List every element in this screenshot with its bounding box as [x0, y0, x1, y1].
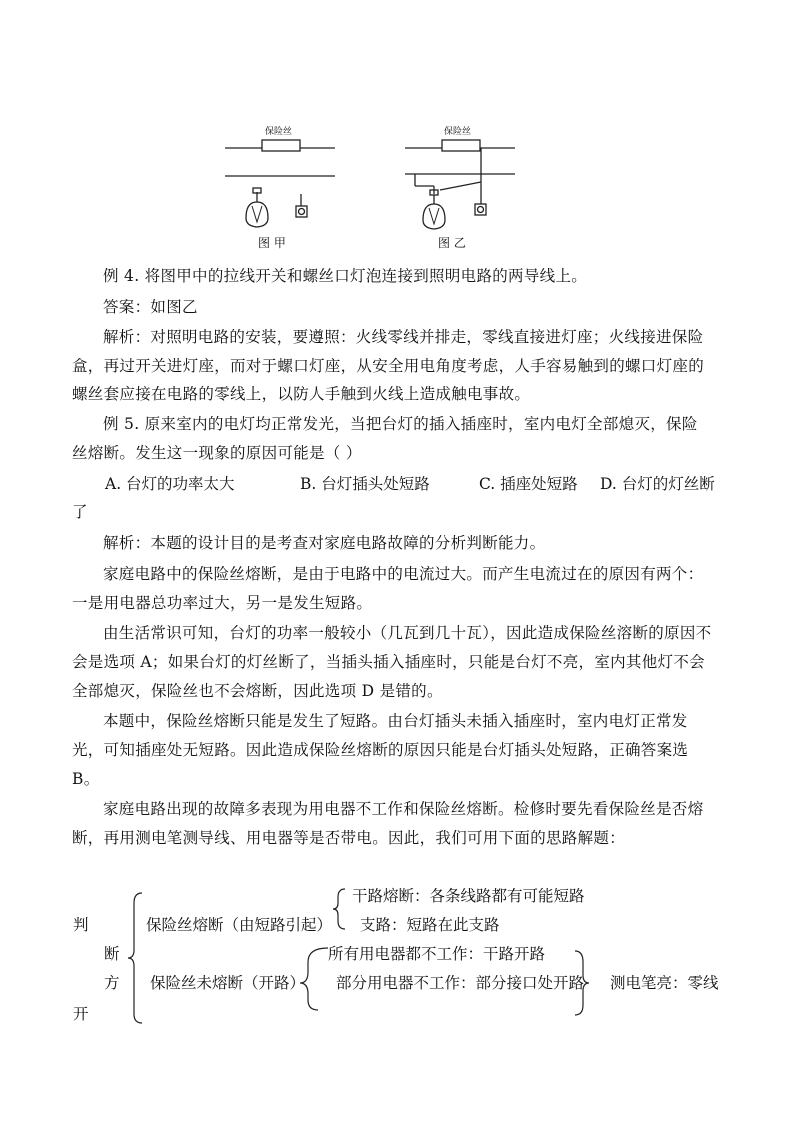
tree-blown-branch: 支路：短路在此支路 [360, 916, 500, 934]
example4-analysis-line: 解析：对照明电路的安装，要遵照：火线零线并排走，零线直接进灯座；火线接进保险 [103, 328, 704, 346]
option-d: D. 台灯的灯丝断 [600, 475, 715, 493]
option-c: C. 插座处短路 [479, 475, 578, 493]
option-a: A. 台灯的功率太大 [105, 475, 235, 493]
tree-not-blown: 保险丝未熔断（开路） [150, 974, 306, 992]
paragraph-line: 本题中，保险丝熔断只能是发生了短路。由台灯插头未插入插座时，室内电灯正常发 [103, 712, 688, 730]
fuse-label-b: 保险丝 [444, 127, 472, 137]
example5-question: 例 5. 原来室内的电灯均正常发光，当把台灯的插入插座时，室内电灯全部熄灭，保险 [103, 415, 698, 433]
tree-side-char: 方 [104, 974, 120, 992]
paragraph-line: 家庭电路出现的故障多表现为用电器不工作和保险丝熔断。检修时要先看保险丝是否熔 [103, 800, 704, 818]
paragraph-line: 断，再用测电笔测导线、用电器等是否带电。因此，我们可用下面的思路解题： [72, 829, 626, 847]
paragraph-line: 家庭电路中的保险丝熔断，是由于电路中的电流过大。而产生电流过在的原因有两个： [103, 565, 704, 583]
example5-question: 丝熔断。发生这一现象的原因可能是（ ） [72, 444, 362, 462]
figure-caption-a: 图 甲 [258, 236, 286, 250]
option-d-continued: 了 [72, 503, 88, 521]
tree-side-char: 开 [73, 1005, 89, 1023]
example5-analysis: 解析：本题的设计目的是考查对家庭电路故障的分析判断能力。 [103, 534, 546, 552]
paragraph-line: 会是选项 A；如果台灯的灯丝断了，当插头插入插座时，只能是台灯不亮，室内其他灯不会 [72, 653, 705, 671]
tree-blown: 保险丝熔断（由短路引起） [146, 916, 333, 934]
paragraph-line: 一是用电器总功率过大，另一是发生短路。 [72, 594, 373, 612]
paragraph-line: B。 [72, 770, 100, 788]
example4-question: 例 4. 将图甲中的拉线开关和螺丝口灯泡连接到照明电路的两导线上。 [103, 267, 588, 285]
tree-side-char: 断 [104, 945, 120, 963]
tree-not-blown-all: 所有用电器都不工作：干路开路 [328, 945, 546, 963]
paragraph-line: 由生活常识可知，台灯的功率一般较小（几瓦到几十瓦），因此造成保险丝溶断的原因不 [103, 624, 712, 642]
tree-test-pen: 测电笔亮：零线 [610, 974, 719, 992]
paragraph-line: 光，可知插座处无短路。因此造成保险丝熔断的原因只能是台灯插头处短路，正确答案选 [72, 741, 689, 759]
option-b: B. 台灯插头处短路 [300, 475, 430, 493]
figure-caption-b: 图 乙 [438, 236, 466, 250]
fuse-label-a: 保险丝 [265, 127, 293, 137]
tree-not-blown-part: 部分用电器不工作：部分接口处开路 [336, 974, 585, 992]
example4-answer: 答案：如图乙 [103, 298, 198, 316]
example4-analysis-line: 盒，再过开关进灯座，而对于螺口灯座，从安全用电角度考虑，人手容易触到的螺口灯座的 [72, 357, 705, 375]
tree-side-char: 判 [73, 916, 89, 934]
tree-blown-main: 干路熔断：各条线路都有可能短路 [352, 887, 585, 905]
example4-analysis-line: 螺丝套应接在电路的零线上，以防人手触到火线上造成触电事故。 [72, 385, 531, 403]
paragraph-line: 全部熄灭，保险丝也不会熔断，因此选项 D 是错的。 [72, 682, 443, 700]
